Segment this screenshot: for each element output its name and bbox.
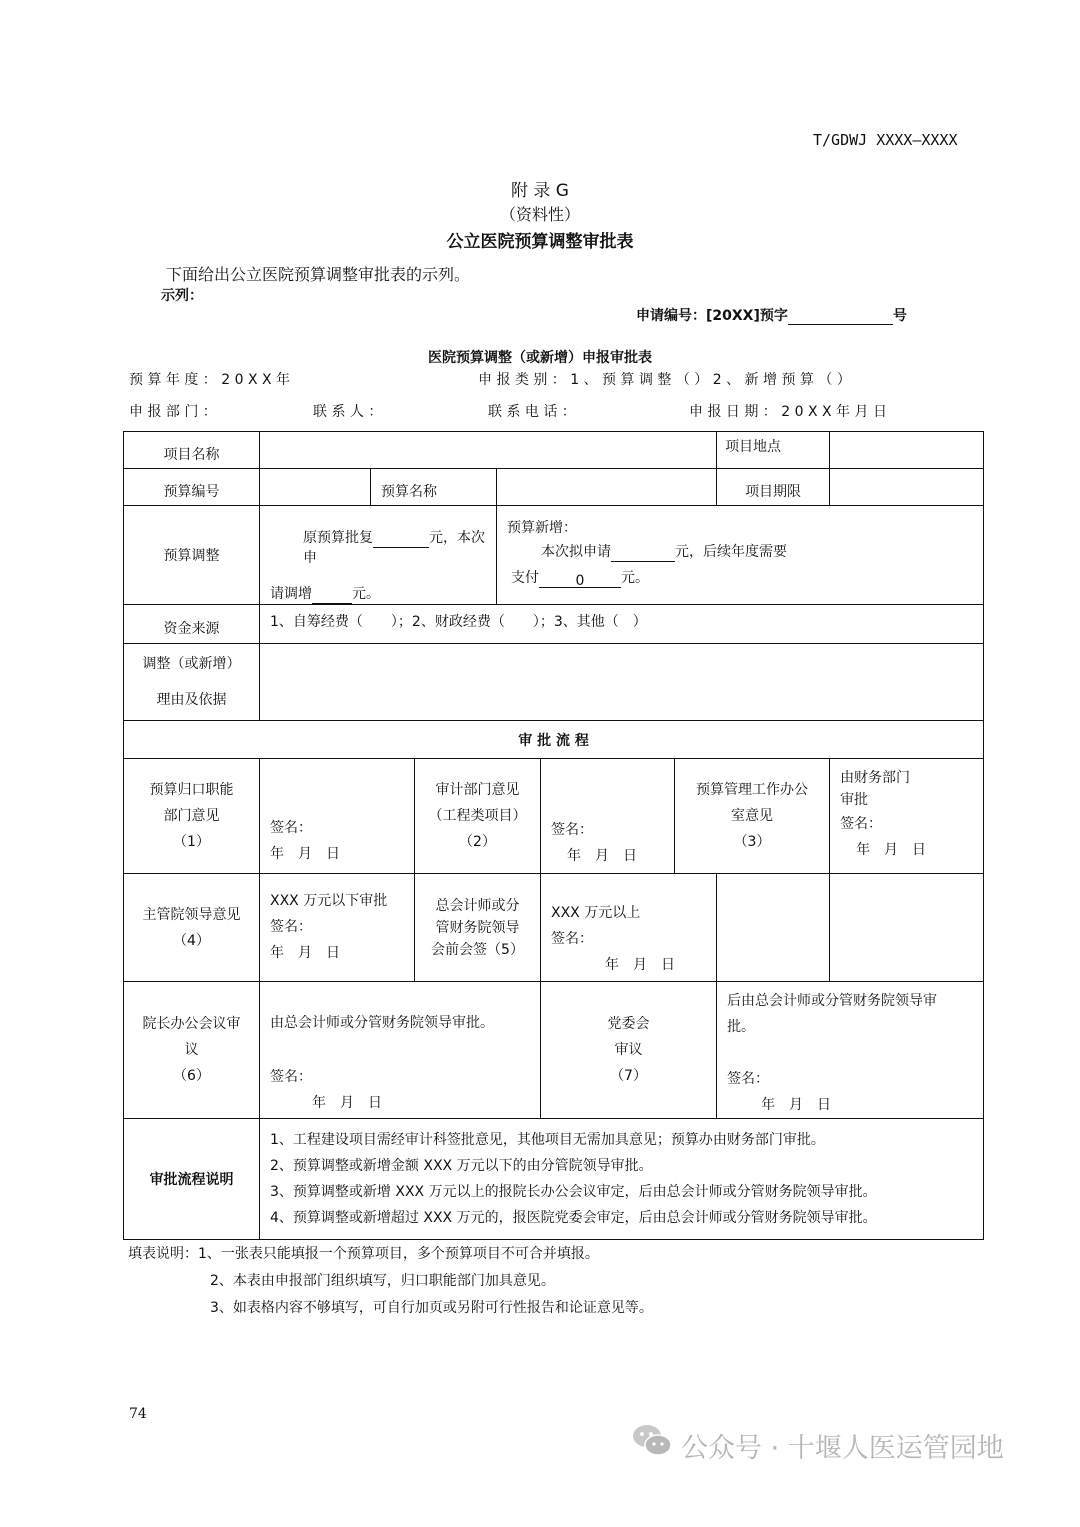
reason-input[interactable] [260,644,984,721]
appendix-label: 附 录 G [511,181,569,201]
empty-cell-1[interactable] [717,874,830,982]
audit-opinion-label: 审计部门意见 （工程类项目） （2） [415,759,541,874]
original-amount-blank[interactable] [373,531,429,548]
appendix-nature: （资料性） [499,205,580,224]
page-number: 74 [129,1406,147,1422]
leader-signature-cell[interactable]: XXX 万元以下审批 签名： 年 月 日 [260,874,415,982]
finance-approval-cell[interactable]: 由财务部门 审批 签名： 年 月 日 [830,759,984,874]
president-meeting-label: 院长办公会议审 议 （6） [124,982,260,1119]
wechat-icon [629,1418,675,1464]
project-location-label: 项目地点 [717,432,830,469]
budget-new-label: 预算新增： [507,520,577,536]
audit-signature-cell[interactable]: 签名： 年 月 日 [541,759,675,874]
intro-text: 下面给出公立医院预算调整审批表的示列。 [166,265,471,284]
reason-label: 调整（或新增） 理由及依据 [124,644,260,721]
empty-cell-2[interactable] [830,874,984,982]
fund-source-label: 资金来源 [124,605,260,644]
budget-name-label: 预算名称 [371,469,497,506]
chief-accountant-signature-cell[interactable]: XXX 万元以上 签名： 年 月 日 [541,874,717,982]
contact-phone: 联 系 电 话 ： [488,404,576,420]
project-location-input[interactable] [830,432,984,469]
fill-note-item: 1、一张表只能填报一个预算项目，多个预算项目不可合并填报。 [198,1246,599,1262]
process-notes [260,1119,984,1240]
application-number-blank[interactable] [788,308,893,325]
fill-notes-label: 填表说明： [128,1246,198,1262]
application-number [636,305,907,325]
process-note-item: 2、预算调整或新增金额 XXX 万元以下的由分管院领导审批。 [270,1158,653,1174]
budget-year: 预 算 年 度 ： 2 0 X X 年 [129,372,291,388]
budget-office-label: 预算管理工作办公 室意见 （3） [675,759,830,874]
contact-person: 联 系 人 ： [313,404,383,420]
chief-accountant-label: 总会计师或分 管财务院领导 会前会签（5） [415,874,541,982]
report-department: 申 报 部 门 ： [129,404,217,420]
budget-name-input[interactable] [497,469,717,506]
process-note-item: 4、预算调整或新增超过 XXX 万元的，报医院党委会审定，后由总会计师或分管财务院领导审批。 [270,1210,877,1226]
project-name-label: 项目名称 [124,432,260,469]
process-note-item: 1、工程建设项目需经审计科签批意见，其他项目无需加具意见；预算办由财务部门审批。 [270,1132,825,1148]
project-period-label: 项目期限 [717,469,830,506]
followup-amount-blank[interactable]: 0 [539,571,621,588]
budget-new-cell: 预算新增： 本次拟申请 元，后续年度需要 支付 0 元。 [497,506,984,605]
watermark-text: 公众号 · 十堰人医运管园地 [681,1433,1004,1464]
fund-source-options[interactable]: 1、自筹经费（ ）；2、财政经费（ ）；3、其他（ ） [260,605,984,644]
document-code: T/GDWJ XXXX—XXXX [813,131,958,149]
budget-adjust-label: 预算调整 [124,506,260,605]
page-title: 公立医院预算调整审批表 [446,232,634,252]
process-heading: 审 批 流 程 [124,721,984,759]
increase-amount-blank[interactable] [312,587,352,604]
budget-number-input[interactable] [260,469,371,506]
president-meeting-cell[interactable]: 由总会计师或分管财务院领导审批。 签名： 年 月 日 [260,982,541,1119]
project-name-input[interactable] [260,432,717,469]
fill-note-item: 3、如表格内容不够填写，可自行加页或另附可行性报告和论证意见等。 [210,1300,653,1316]
application-number-suffix: 号 [892,308,907,324]
approval-form-table [123,431,984,1240]
report-date: 申 报 日 期 ： 2 0 X X 年 月 日 [689,404,887,420]
new-amount-blank[interactable] [611,545,675,562]
application-number-prefix: 申请编号：[20XX]预字 [636,308,788,324]
dept-opinion-label: 预算归口职能 部门意见 （1） [124,759,260,874]
party-committee-label: 党委会 审议 （7） [541,982,717,1119]
process-notes-label: 审批流程说明 [124,1119,260,1240]
dept-signature-cell[interactable]: 签名： 年 月 日 [260,759,415,874]
process-note-item: 3、预算调整或新增 XXX 万元以上的报院长办公会议审定，后由总会计师或分管财务院领导审批。 [270,1184,877,1200]
report-category: 申 报 类 别 ： 1 、 预 算 调 整 （ ） 2 、 新 增 预 算 （ ） [478,372,851,388]
fill-note-item: 2、本表由申报部门组织填写，归口职能部门加具意见。 [210,1273,555,1289]
example-label: 示列： [161,288,203,304]
form-title: 医院预算调整（或新增）申报审批表 [428,350,652,366]
party-committee-cell[interactable]: 后由总会计师或分管财务院领导审 批。 签名： 年 月 日 [717,982,984,1119]
project-period-input[interactable] [830,469,984,506]
budget-number-label: 预算编号 [124,469,260,506]
budget-adjust-cell: 原预算批复 元，本次申 请调增 元。 [260,506,497,605]
leader-opinion-label: 主管院领导意见 （4） [124,874,260,982]
